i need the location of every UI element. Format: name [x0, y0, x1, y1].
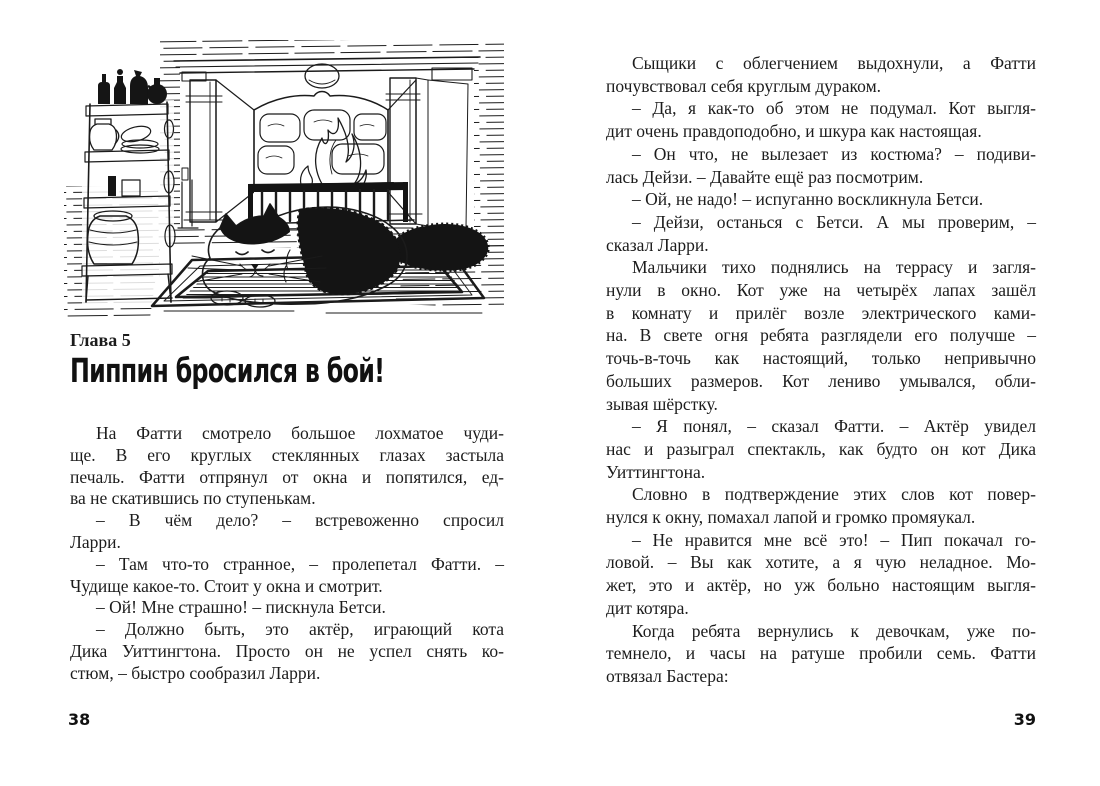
page-number-right: 39: [1013, 710, 1036, 729]
text-line: нас и разыграл спектакль, как будто он кот Дика: [606, 438, 1036, 459]
paragraph: [606, 620, 1036, 688]
chapter-title: Пиппин бросился в бой!: [70, 351, 385, 390]
text-line: дит очень правдоподобно, и шкура как настоящая.: [606, 121, 982, 142]
text-line: На Фатти смотрело большое лохматое чуди-: [96, 423, 504, 443]
text-line: – Должно быть, это актёр, играющий кота: [96, 619, 504, 640]
text-line: почувствовал себя круглым дураком.: [606, 75, 882, 96]
paragraph: [606, 211, 1036, 256]
jugs-and-bottles: [98, 69, 167, 104]
paragraph: [606, 52, 1036, 97]
fireplace: [174, 57, 480, 230]
text-line: точь-в-точь как настоящий, только непривычно: [606, 348, 1036, 369]
text-line: жет, это и актёр, но уж больно настоящим выгля-: [606, 575, 1036, 596]
text-line: дит котяра.: [606, 597, 689, 618]
text-line: печаль. Фатти отпрянул от окна и попятился, ед-: [70, 466, 504, 487]
paragraph: [70, 423, 504, 510]
text-line: в комнату и прилёг возле электрического ками-: [606, 302, 1036, 323]
text-line: – Дейзи, останься с Бетси. А мы проверим, –: [632, 211, 1036, 232]
text-line: – Ой! Мне страшно! – пискнула Бетси.: [96, 597, 386, 618]
text-line: отвязал Бастера:: [606, 665, 729, 686]
text-line: на. В свете огня ребята разглядели его получше –: [606, 325, 1036, 346]
text-line: нули в окно. Кот уже на четырёх лапах зашёл: [606, 280, 1036, 301]
text-line: Дика Уиттингтона. Просто он не успел снять ко-: [70, 640, 504, 661]
text-line: – Не нравится мне всё это! – Пип покачал го-: [632, 529, 1036, 550]
text-line: – Там что-то странное, – пролепетал Фатти. –: [96, 553, 504, 574]
text-line: нулся к окну, помахал лапой и громко промяукал.: [606, 507, 976, 528]
right-page-text: [606, 52, 1036, 688]
paragraph: [606, 483, 1036, 528]
text-line: – Я понял, – сказал Фатти. – Актёр увидел: [632, 416, 1036, 437]
text-line: – Да, я как-то об этом не подумал. Кот выгля-: [632, 98, 1036, 119]
small-bottle: [108, 176, 116, 196]
text-line: Чудище какое-то. Стоит у окна и смотрит.: [70, 575, 383, 596]
paragraph: [606, 256, 1036, 415]
text-line: – В чём дело? – встревоженно спросил: [96, 510, 504, 531]
text-line: Мальчики тихо поднялись на террасу и загля-: [632, 257, 1036, 278]
paragraph: [70, 510, 504, 554]
chapter-label: Глава 5: [70, 330, 131, 350]
text-line: Уиттингтона.: [606, 461, 706, 482]
text-line: ва не скатившись по ступенькам.: [70, 488, 316, 509]
text-line: зывая шёрстку.: [606, 393, 718, 414]
text-line: ще. В его круглых стеклянных глазах застыла: [70, 444, 504, 465]
text-line: – Он что, не вылезает из костюма? – подиви-: [632, 143, 1036, 164]
text-line: больших размеров. Кот лениво умывался, обли-: [606, 370, 1036, 391]
text-line: сказал Ларри.: [606, 234, 709, 255]
paragraph: [606, 529, 1036, 620]
text-line: лась Дейзи. – Давайте ещё раз посмотрим.: [606, 166, 924, 187]
paragraph: [606, 143, 1036, 188]
fireplace-cat-illustration: [64, 14, 509, 322]
paragraph: [70, 597, 504, 619]
left-page-text: [70, 423, 504, 685]
text-line: ловой. – Вы как хотите, а я чую неладное. Мо-: [606, 552, 1036, 573]
page-number-left: 38: [68, 710, 91, 729]
text-line: – Ой, не надо! – испуганно воскликнула Бетси.: [632, 189, 984, 210]
paragraph: [606, 97, 1036, 142]
text-line: Словно в подтверждение этих слов кот повер-: [632, 484, 1036, 505]
paragraph: [606, 415, 1036, 483]
text-line: Когда ребята вернулись к девочкам, уже по-: [632, 620, 1036, 641]
text-line: стюм, – быстро сообразил Ларри.: [70, 662, 321, 683]
text-line: темнело, и часы на ратуше пробили семь. Фатти: [606, 643, 1036, 664]
paragraph: [70, 619, 504, 684]
paragraph: [606, 188, 1036, 211]
paragraph: [70, 554, 504, 598]
text-line: Ларри.: [70, 531, 121, 552]
text-line: Сыщики с облегчением выдохнули, а Фатти: [632, 53, 1036, 73]
